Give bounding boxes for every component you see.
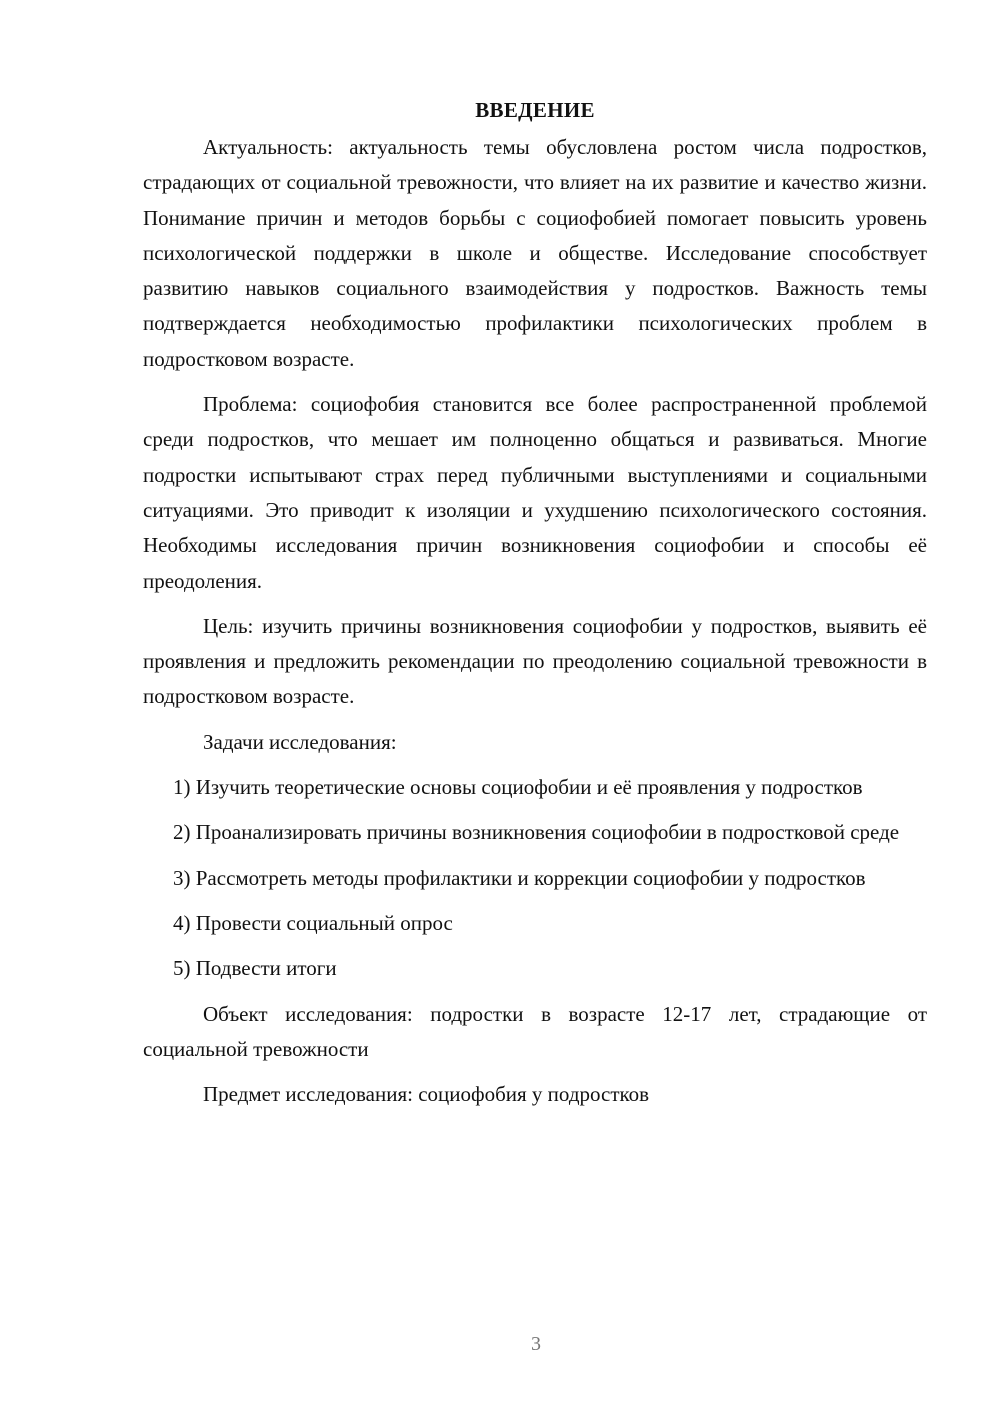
page-number: 3 bbox=[531, 1333, 541, 1355]
tasks-heading: Задачи исследования: bbox=[203, 729, 397, 754]
task-item-1: 1) Изучить теоретические основы социофобии и её проявления у подростков bbox=[173, 775, 863, 800]
object-paragraph: Объект исследования: подростки в возрасте 12-17 лет, страдающие от социальной тревожности bbox=[143, 1001, 927, 1061]
document-page bbox=[143, 92, 927, 1122]
problem-paragraph: Проблема: социофобия становится все более распространенной проблемой среди подростков, что мешает им полноценно общаться и развиваться. Многие подростки испытывают страх перед публичными выступлениями и социальными ситуациями. Это приводит к изоляции и ухудшению психологического состояния. Необходимы исследования причин возникновения социофобии и способы её преодоления. bbox=[143, 392, 927, 593]
task-item-5: 5) Подвести итоги bbox=[173, 956, 337, 981]
goal-paragraph: Цель: изучить причины возникновения социофобии у подростков, выявить её проявления и предложить рекомендации по преодолению социальной тревожности в подростковом возрасте. bbox=[143, 613, 927, 709]
task-item-4: 4) Провести социальный опрос bbox=[173, 910, 453, 935]
task-item-3: 3) Рассмотреть методы профилактики и коррекции социофобии у подростков bbox=[173, 865, 866, 890]
relevance-paragraph: Актуальность: актуальность темы обусловлена ростом числа подростков, страдающих от социальной тревожности, что влияет на их развитие и качество жизни. Понимание причин и методов борьбы с социофобией помогает повысить уровень психологической поддержки в школе и обществе. Исследование способствует развитию навыков социального взаимодействия у подростков. Важность темы подтверждается необходимостью профилактики психологических проблем в подростковом возрасте. bbox=[143, 135, 927, 371]
task-item-2: 2) Проанализировать причины возникновения социофобии в подростковой среде bbox=[173, 820, 900, 845]
page-title: ВВЕДЕНИЕ bbox=[475, 98, 595, 122]
subject-paragraph: Предмет исследования: социофобия у подростков bbox=[203, 1082, 650, 1107]
